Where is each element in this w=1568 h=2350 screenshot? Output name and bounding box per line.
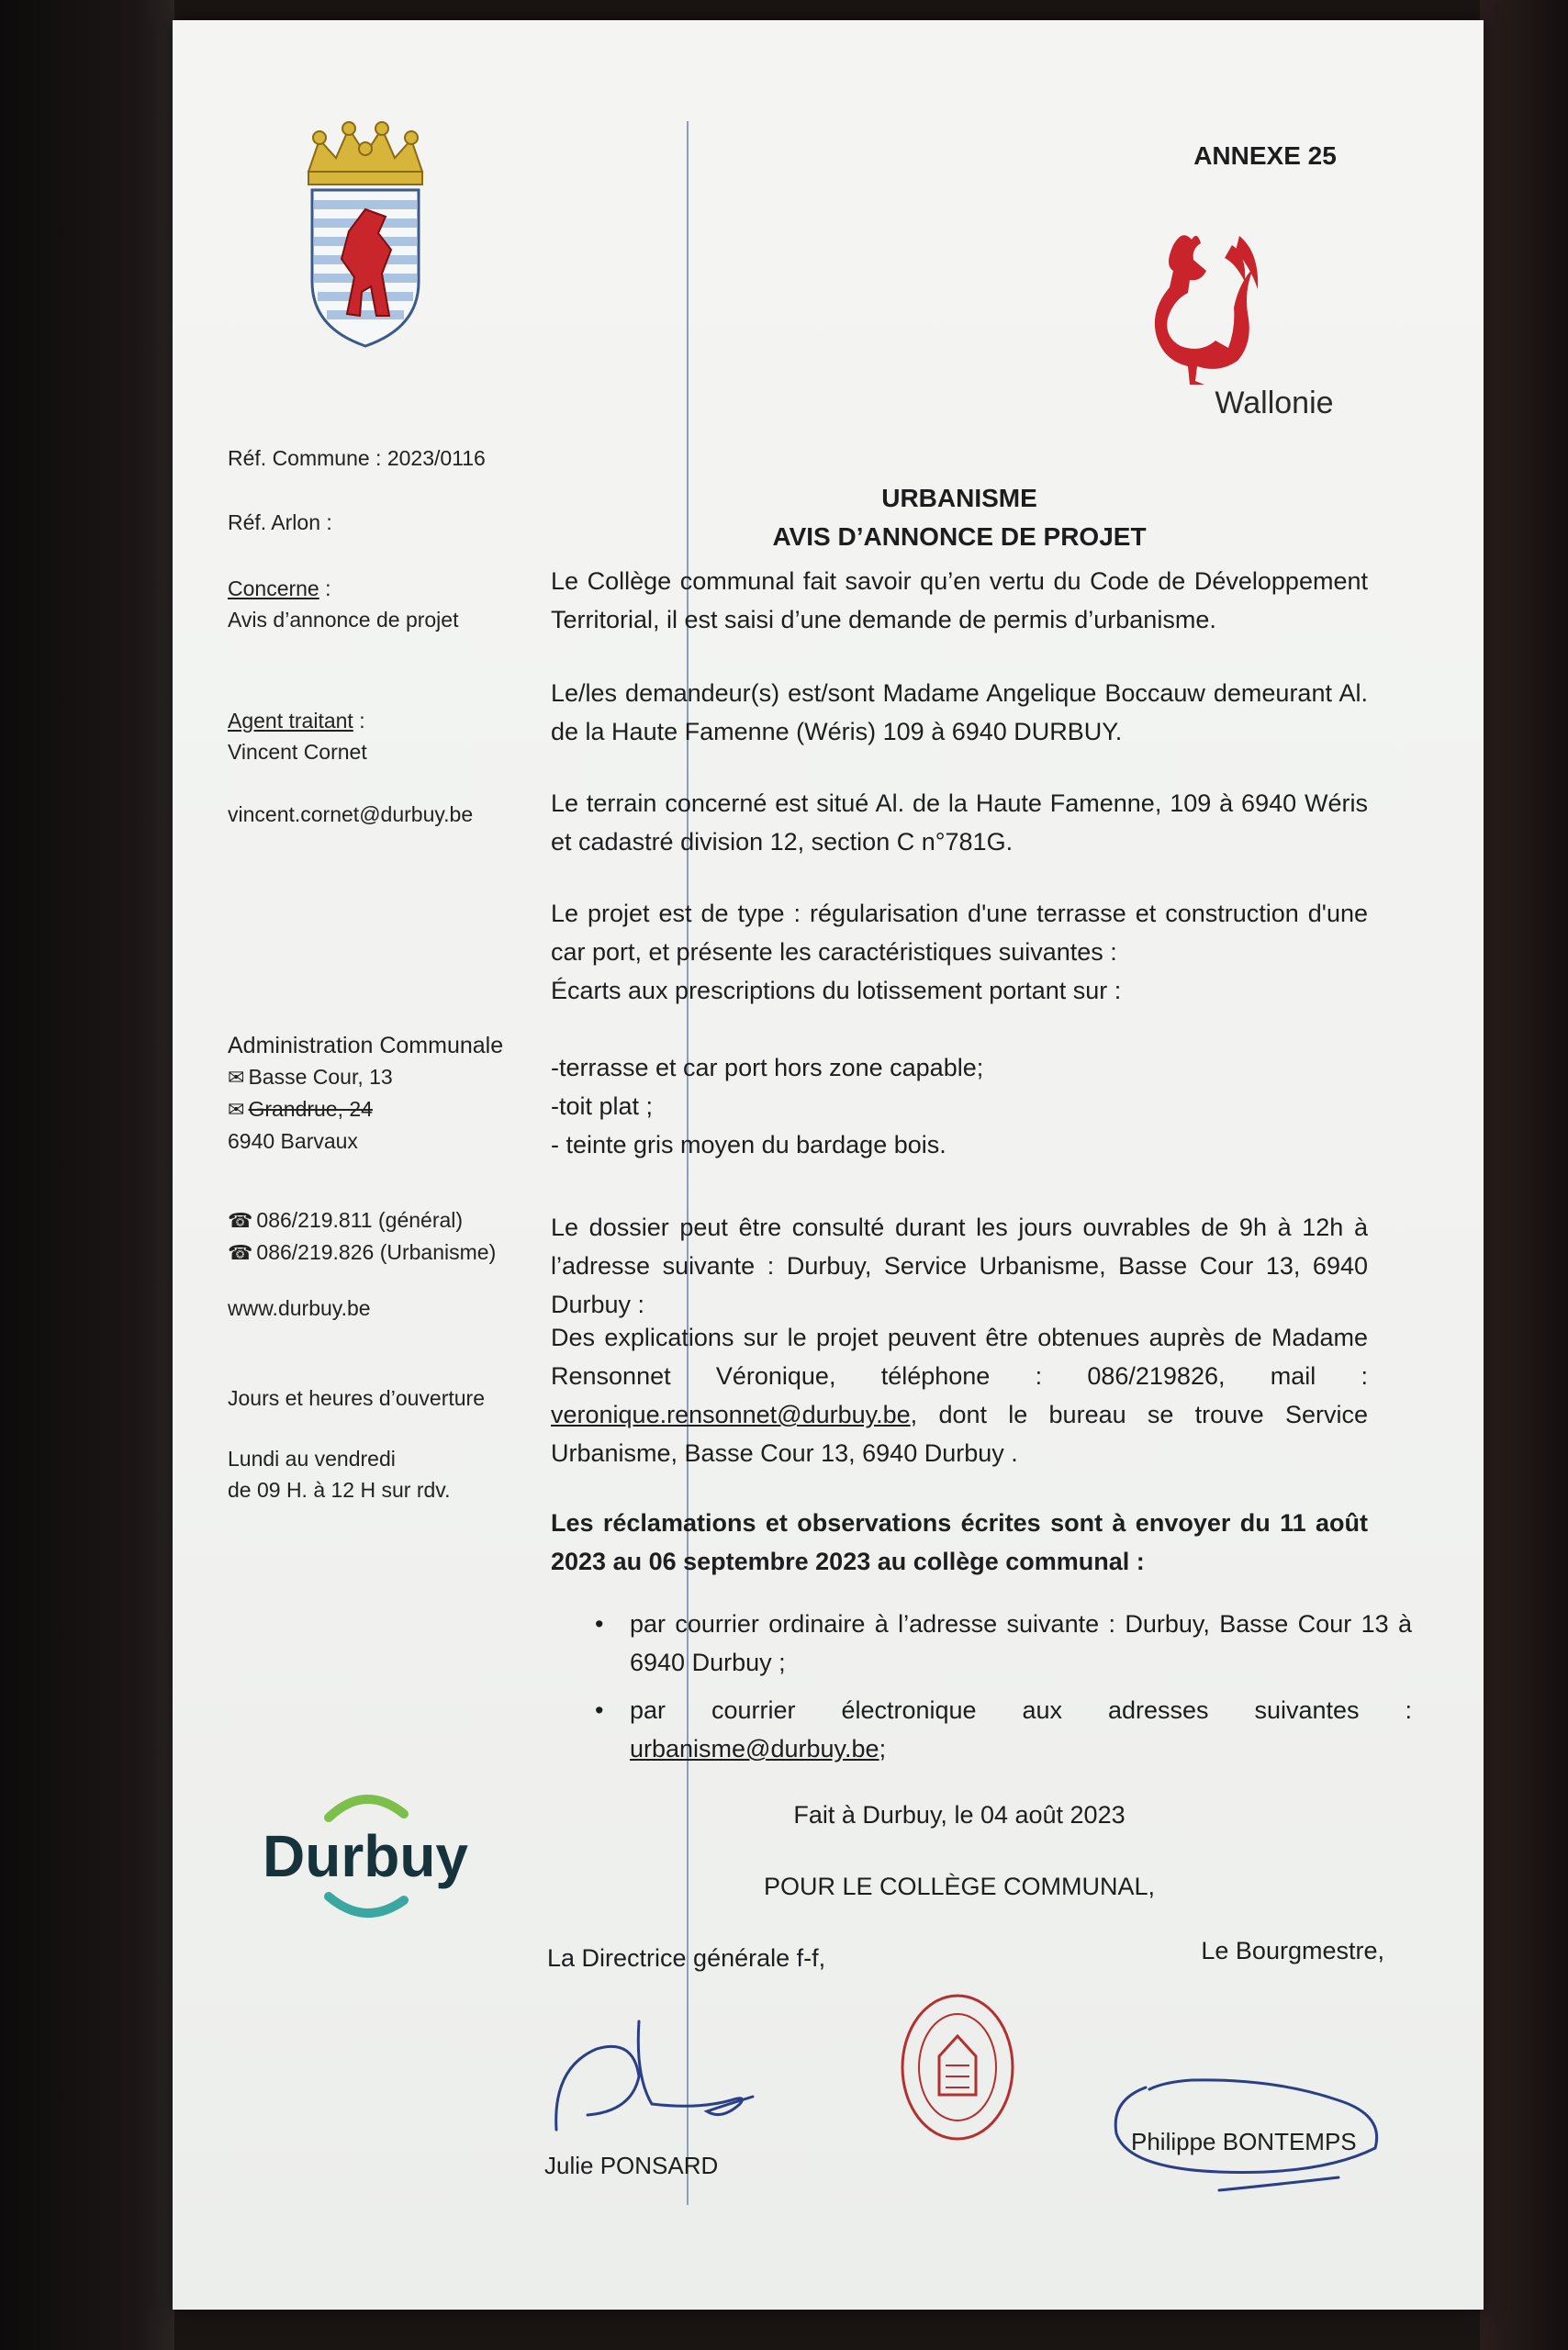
ecart-item: -toit plat ; (551, 1092, 654, 1120)
envelope-icon: ✉ (228, 1098, 245, 1121)
annexe-label: ANNEXE 25 (1193, 141, 1337, 170)
channel-email (595, 1691, 1412, 1768)
signatory-directrice: Julie PONSARD (544, 2152, 719, 2179)
explications-text-end: , dont le bureau se trouve Service Urbanisme, Basse Cour 13, 6940 Durbuy . (551, 1401, 1368, 1467)
signature-directrice (551, 2012, 790, 2141)
envelope-icon: ✉ (228, 1066, 245, 1089)
durbuy-logo (255, 1783, 476, 1930)
signatory-bourgmestre: Philippe BONTEMPS (1131, 2128, 1357, 2155)
pour-le-college: POUR LE COLLÈGE COMMUNAL, (763, 1873, 1156, 1900)
paragraph-terrain: Le terrain concerné est situé Al. de la Haute Famenne, 109 à 6940 Wéris et cadastré division 12, section C n°781G. (551, 789, 1368, 856)
concerne-label: Concerne (228, 576, 319, 600)
channel-email-suffix: ; (879, 1735, 887, 1762)
address-line-3: 6940 Barvaux (228, 1129, 358, 1153)
directrice-label: La Directrice générale f-f, (547, 1944, 826, 1972)
paragraph-reclamations: Les réclamations et observations écrites sont à envoyer du 11 août 2023 au 06 septembre 2023 au collège communal : (551, 1509, 1368, 1575)
title-avis: AVIS D’ANNONCE DE PROJET (772, 522, 1147, 551)
telephone-icon: ☎ (228, 1241, 253, 1264)
agent-block: Agent traitant : Vincent Cornet (228, 709, 367, 764)
photo-frame-right (1480, 0, 1568, 2350)
ref-arlon: Réf. Arlon : (228, 510, 332, 534)
hours-label: Jours et heures d’ouverture (228, 1386, 485, 1410)
coat-of-arms-logo (301, 121, 430, 351)
address-line-2: Grandrue, 24 (248, 1097, 373, 1121)
durbuy-wordmark: Durbuy (263, 1823, 468, 1889)
paragraph-explications (551, 1318, 1368, 1472)
paragraph-demandeur: Le/les demandeur(s) est/sont Madame Angelique Boccauw demeurant Al. de la Haute Famenne (Wéris) 109 à 6940 DURBUY. (551, 679, 1368, 745)
hours-block (228, 1443, 450, 1505)
phone-urbanisme: 086/219.826 (Urbanisme) (256, 1240, 497, 1264)
address-line-1: Basse Cour, 13 (248, 1065, 393, 1089)
ecart-item: -terrasse et car port hors zone capable; (551, 1054, 984, 1081)
agent-name: Vincent Cornet (228, 740, 367, 764)
paragraph-consultation: Le dossier peut être consulté durant les jours ouvrables de 9h à 12h à l’adresse suivante : Durbuy, Service Urbanisme, Basse Cour 13, 6940 Durbuy : (551, 1214, 1368, 1318)
notice-sheet (173, 20, 1484, 2310)
agent-label: Agent traitant (228, 709, 353, 733)
bourgmestre-label: Le Bourgmestre, (1201, 1937, 1384, 1964)
paragraph-ecarts: Écarts aux prescriptions du lotissement portant sur : (551, 977, 1122, 1004)
channel-courrier: • par courrier ordinaire à l’adresse suivante : Durbuy, Basse Cour 13 à 6940 Durbuy ; (595, 1605, 1412, 1682)
paragraph-projet: Le projet est de type : régularisation d'une terrasse et construction d'une car port, et présente les caractéristiques suivantes : (551, 900, 1368, 966)
agent-email: vincent.cornet@durbuy.be (228, 802, 474, 826)
ecarts-list (551, 1048, 1368, 1164)
phone-block (228, 1204, 496, 1269)
explications-text: Des explications sur le projet peuvent être obtenues auprès de Madame Rensonnet Véronique, téléphone : 086/219826, mail : (551, 1324, 1368, 1390)
title-urbanisme: URBANISME (881, 484, 1037, 512)
website-link[interactable]: www.durbuy.be (228, 1296, 371, 1320)
address-block (228, 1030, 503, 1157)
admin-title: Administration Communale (228, 1033, 504, 1058)
hours-line-2: de 09 H. à 12 H sur rdv. (228, 1478, 451, 1502)
hours-line-1: Lundi au vendredi (228, 1447, 396, 1471)
wallonie-wordmark: Wallonie (1215, 386, 1334, 420)
urbanisme-email-link[interactable]: urbanisme@durbuy.be (630, 1735, 879, 1762)
reclamation-channels (551, 1605, 1412, 1777)
channel-email-text: par courrier électronique aux adresses suivantes : (630, 1696, 1412, 1724)
concerne-value: Avis d’annonce de projet (228, 608, 459, 632)
notice-title (551, 479, 1368, 556)
commune-seal-stamp (898, 1992, 1017, 2143)
phone-general: 086/219.811 (général) (256, 1208, 464, 1232)
ref-commune: Réf. Commune : 2023/0116 (228, 446, 486, 470)
concerne-block: Concerne : Avis d’annonce de projet (228, 576, 459, 632)
wallonie-rooster-logo (1137, 227, 1265, 387)
paragraph-intro: Le Collège communal fait savoir qu’en vertu du Code de Développement Territorial, il est saisi d’une demande de permis d’urbanisme. (551, 567, 1368, 633)
telephone-icon: ☎ (228, 1209, 253, 1232)
contact-email-link[interactable]: veronique.rensonnet@durbuy.be (551, 1401, 911, 1428)
ecart-item: - teinte gris moyen du bardage bois. (551, 1131, 946, 1158)
fait-a-durbuy: Fait à Durbuy, le 04 août 2023 (793, 1801, 1126, 1829)
photo-frame-left (0, 0, 174, 2350)
